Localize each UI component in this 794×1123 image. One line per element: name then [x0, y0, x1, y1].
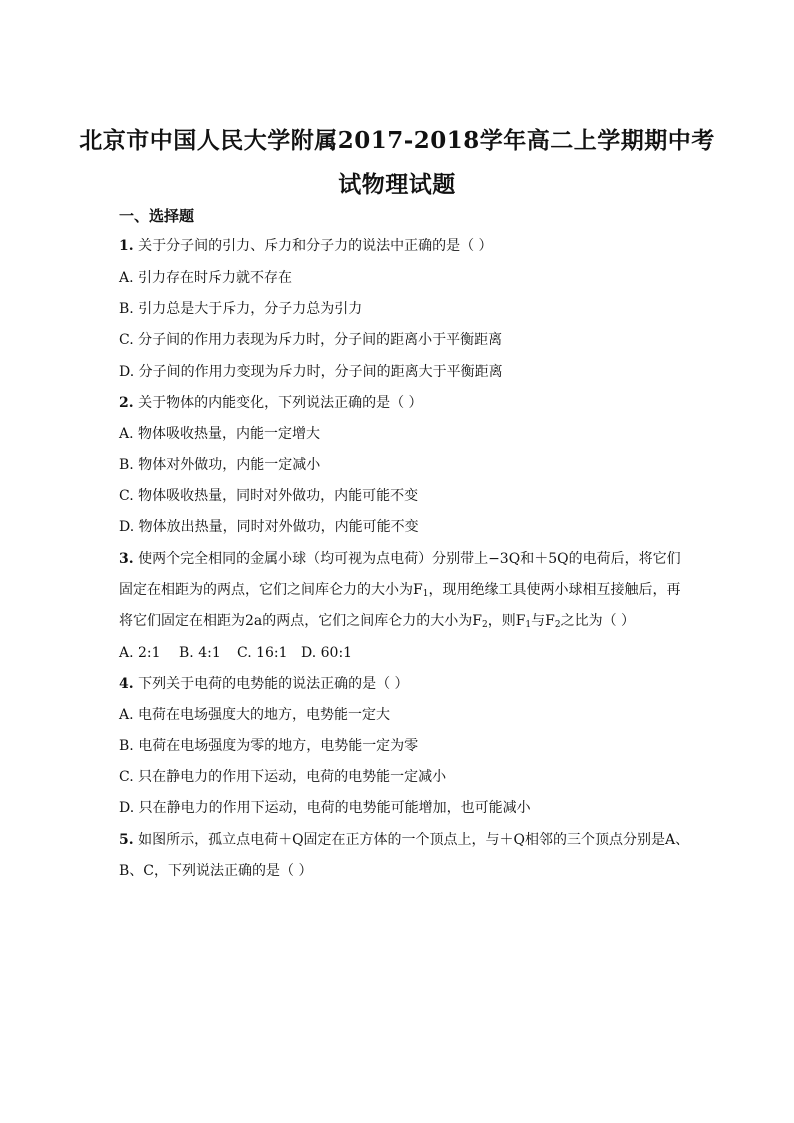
question-text: 如图所示，孤立点电荷＋Q固定在正方体的一个顶点上，与＋Q相邻的三个顶点分别是A、 — [138, 832, 690, 848]
question-4-option-b: B. 电荷在电场强度为零的地方，电势能一定为零 — [119, 738, 419, 754]
question-2-option-b: B. 物体对外做功，内能一定减小 — [119, 457, 321, 473]
question-text: 与F — [531, 613, 555, 629]
section-heading: 一、选择题 — [119, 207, 195, 225]
question-number: 1. — [119, 238, 134, 254]
subscript: 1 — [422, 589, 429, 599]
question-text: 关于物体的内能变化，下列说法正确的是（ ） — [138, 395, 423, 411]
question-2-option-d: D. 物体放出热量，同时对外做功，内能可能不变 — [119, 519, 419, 535]
question-3-option-b: B. 4:1 — [179, 645, 221, 661]
question-2-option-a: A. 物体吸收热量，内能一定增大 — [119, 426, 321, 442]
question-number: 4. — [119, 676, 134, 692]
question-4-option-d: D. 只在静电力的作用下运动，电荷的电势能可能增加，也可能减小 — [119, 800, 531, 816]
question-3-line-2 — [119, 580, 680, 600]
question-1-stem — [119, 236, 493, 256]
question-number: 2. — [119, 395, 134, 411]
question-3-line-1 — [119, 549, 681, 569]
question-3-option-a: A. 2:1 — [119, 645, 161, 661]
question-4-stem — [119, 674, 409, 694]
question-text: 之比为（ ） — [560, 613, 636, 629]
question-3-option-c: C. 16:1 — [237, 645, 288, 661]
document-title-line-2: 试物理试题 — [338, 171, 456, 198]
subscript: 2 — [554, 620, 561, 630]
question-1-option-a: A. 引力存在时斥力就不存在 — [119, 270, 293, 286]
question-text: 固定在相距为的两点，它们之间库仑力的大小为F — [119, 582, 423, 598]
question-5-line-2: B、C，下列说法正确的是（ ） — [119, 863, 313, 879]
subscript: 1 — [525, 620, 532, 630]
question-number: 3. — [119, 551, 134, 567]
question-2-option-c: C. 物体吸收热量，同时对外做功，内能可能不变 — [119, 488, 419, 504]
question-text: 下列关于电荷的电势能的说法正确的是（ ） — [138, 676, 409, 692]
question-text: ，现用绝缘工具使两小球相互接触后，再 — [428, 582, 681, 598]
question-1-option-b: B. 引力总是大于斥力，分子力总为引力 — [119, 301, 363, 317]
question-text: 将它们固定在相距为2a的两点，它们之间库仑力的大小为F — [119, 613, 482, 629]
question-3-option-d: D. 60:1 — [301, 645, 353, 661]
question-number: 5. — [119, 832, 134, 848]
question-1-option-c: C. 分子间的作用力表现为斥力时，分子间的距离小于平衡距离 — [119, 332, 503, 348]
question-5-line-1 — [119, 830, 689, 850]
question-4-option-c: C. 只在静电力的作用下运动，电荷的电势能一定减小 — [119, 769, 447, 785]
subscript: 2 — [481, 620, 488, 630]
question-text: ，则F — [487, 613, 526, 629]
question-text: 关于分子间的引力、斥力和分子力的说法中正确的是（ ） — [138, 238, 493, 254]
question-3-line-3 — [119, 611, 635, 631]
document-title-line-1: 北京市中国人民大学附属2017-2018学年高二上学期期中考 — [79, 127, 715, 154]
question-4-option-a: A. 电荷在电场强度大的地方，电势能一定大 — [119, 707, 391, 723]
question-2-stem — [119, 393, 423, 413]
question-text: 使两个完全相同的金属小球（均可视为点电荷）分别带上−3Q和＋5Q的电荷后，将它们 — [138, 551, 681, 567]
question-1-option-d: D. 分子间的作用力变现为斥力时，分子间的距离大于平衡距离 — [119, 364, 503, 380]
